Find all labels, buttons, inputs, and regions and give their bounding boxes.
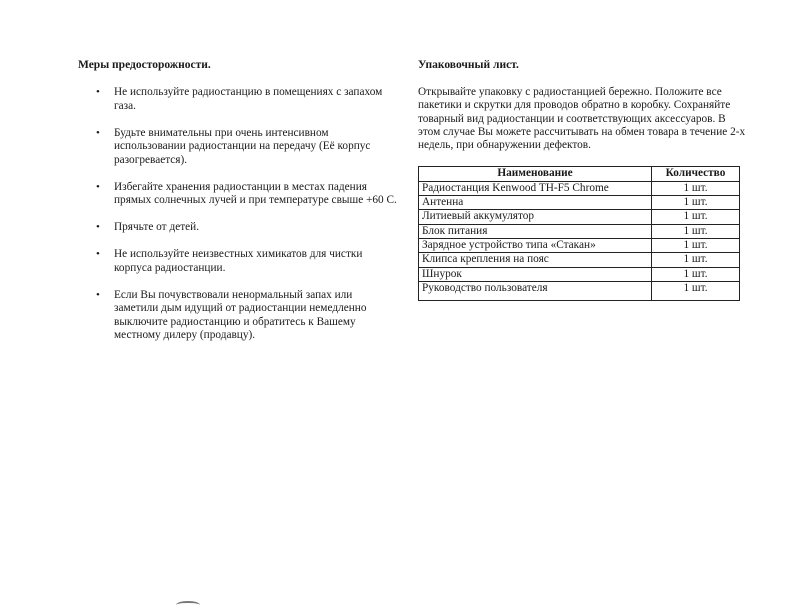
precautions-title: Меры предосторожности. [78,59,211,71]
table-row [419,238,740,252]
bullet-icon: • [96,248,100,260]
item-quantity: 1 шт. [652,224,740,238]
column-header-quantity: Количество [652,167,740,181]
list-item [78,289,398,343]
list-item [78,86,398,113]
item-quantity: 1 шт. [652,196,740,210]
table-row [419,253,740,267]
item-name: Антенна [419,196,652,210]
table-row [419,224,740,238]
bullet-icon: • [96,221,100,233]
list-item [78,181,398,208]
item-quantity: 1 шт. [652,253,740,267]
table-row [419,281,740,300]
list-item [78,248,398,275]
list-item-text: Не используйте неизвестных химикатов для чистки корпуса радиостанции. [114,248,363,274]
list-item-text: Избегайте хранения радиостанции в местах падения прямых солнечных лучей и при температуре свыше +60 С. [114,180,397,206]
item-quantity: 1 шт. [652,267,740,281]
list-item-text: Прячьте от детей. [114,221,200,233]
list-item-text: Не используйте радиостанцию в помещениях с запахом газа. [114,86,383,112]
bullet-icon: • [96,180,100,193]
item-name: Руководство пользователя [419,281,652,300]
bullet-icon: • [96,126,100,139]
bullet-icon: • [96,288,100,301]
column-header-name: Наименование [419,167,652,181]
bullet-icon: • [96,86,100,98]
precautions-list [78,86,398,343]
precautions-section [78,58,398,356]
packing-intro: Открывайте упаковку с радиостанцией бережно. Положите все пакетики и скрутки для проводов обратно в коробку. Сохраняйте товарный вид радиостанции и соответствующих аксессуаров. В этом случае Вы можете рассчитывать на обмен товара в течение 2-х недель, при обнаружении дефектов. [418,86,746,152]
item-quantity: 1 шт. [652,238,740,252]
item-name: Радиостанция Kenwood TH-F5 Chrome [419,181,652,195]
table-header-row [419,167,740,181]
table-row [419,210,740,224]
table-row [419,267,740,281]
packing-section [418,58,748,301]
item-name: Клипса крепления на пояс [419,253,652,267]
item-name: Литиевый аккумулятор [419,210,652,224]
page-edge-mark [176,601,200,609]
item-name: Блок питания [419,224,652,238]
table-row [419,181,740,195]
list-item-text: Если Вы почувствовали ненормальный запах или заметили дым идущий от радиостанции немедленно выключите радиостанцию и обратитесь к Вашему местному дилеру (продавцу). [114,288,367,341]
list-item [78,127,398,168]
item-name: Шнурок [419,267,652,281]
packing-title: Упаковочный лист. [418,59,519,71]
item-quantity: 1 шт. [652,210,740,224]
table-row [419,196,740,210]
item-quantity: 1 шт. [652,281,740,300]
item-name: Зарядное устройство типа «Стакан» [419,238,652,252]
list-item-text: Будьте внимательны при очень интенсивном использовании радиостанции на передачу (Её корпус разогревается). [114,126,371,166]
item-quantity: 1 шт. [652,181,740,195]
list-item [78,221,398,235]
packing-table [418,166,740,300]
